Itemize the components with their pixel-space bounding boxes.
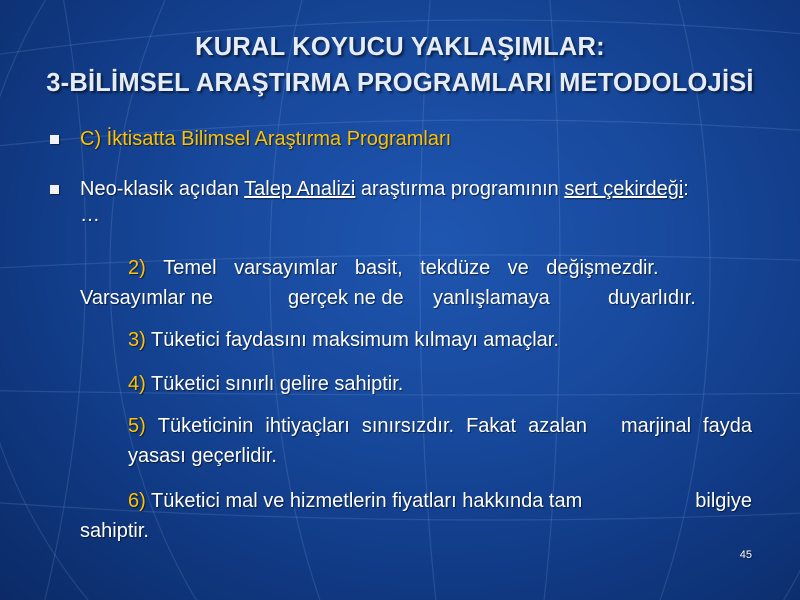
word: varsayımlar <box>234 257 338 279</box>
bullet-2-part-3: : <box>683 178 689 200</box>
item-5-line-2: yasası geçerlidir. <box>128 445 277 467</box>
word: Varsayımlar ne <box>80 287 214 309</box>
item-4 <box>80 369 752 399</box>
item-number: 6) <box>128 490 146 512</box>
bullet-1 <box>50 125 755 153</box>
word: yanlışlamaya <box>433 287 550 309</box>
sert-cekirdegi-underlined: sert çekirdeği <box>564 178 684 200</box>
item-3-text: Tüketici faydasını maksimum kılmayı amaçlar. <box>151 329 559 351</box>
bullet-1-text: C) İktisatta Bilimsel Araştırma Programları <box>80 128 452 150</box>
item-number: 2) <box>128 257 146 279</box>
word: fayda <box>703 415 752 437</box>
item-number: 4) <box>128 373 146 395</box>
word: bilgiye <box>695 490 752 512</box>
word: Tüketici mal ve hizmetlerin fiyatları hakkında tam <box>151 490 583 512</box>
page-number: 45 <box>739 549 752 561</box>
title-line-1: KURAL KOYUCU YAKLAŞIMLAR: <box>195 33 605 61</box>
item-3 <box>80 325 752 355</box>
word: Temel <box>163 257 217 279</box>
word: ihtiyaçları <box>265 415 350 437</box>
item-5-line-1 <box>80 411 752 441</box>
bullet-2 <box>50 175 755 227</box>
bullet-2-ellipsis: … <box>80 204 100 226</box>
item-number: 5) <box>128 415 146 437</box>
word: gerçek ne de <box>288 287 404 309</box>
item-2-line-1 <box>80 253 752 283</box>
word: tekdüze <box>420 257 491 279</box>
word: değişmezdir. <box>546 257 659 279</box>
slide-title <box>0 29 800 101</box>
item-2 <box>80 253 752 313</box>
square-bullet-icon <box>50 135 59 144</box>
word: Tüketicinin <box>157 415 254 437</box>
item-2-line-2 <box>80 283 752 313</box>
item-6 <box>80 486 752 546</box>
word: sınırsızdır. <box>361 415 455 437</box>
word: azalan <box>528 415 588 437</box>
talep-analizi-underlined: Talep Analizi <box>244 178 356 200</box>
item-5 <box>80 411 752 471</box>
item-4-text: Tüketici sınırlı gelire sahiptir. <box>151 373 404 395</box>
word: basit, <box>354 257 403 279</box>
item-number: 3) <box>128 329 146 351</box>
bullet-2-part-2: araştırma programının <box>355 178 565 200</box>
bullet-2-text <box>80 175 755 227</box>
word: ve <box>507 257 529 279</box>
title-line-2: 3-BİLİMSEL ARAŞTIRMA PROGRAMLARI METODOLOJİSİ <box>46 69 754 97</box>
word: marjinal <box>621 415 692 437</box>
item-6-line-2: sahiptir. <box>80 520 149 542</box>
word: duyarlıdır. <box>608 287 696 309</box>
bullet-2-part-1: Neo-klasik açıdan <box>80 178 245 200</box>
item-6-lead <box>128 486 582 516</box>
square-bullet-icon <box>50 185 59 194</box>
item-6-line-1 <box>80 486 752 516</box>
word: Fakat <box>466 415 517 437</box>
